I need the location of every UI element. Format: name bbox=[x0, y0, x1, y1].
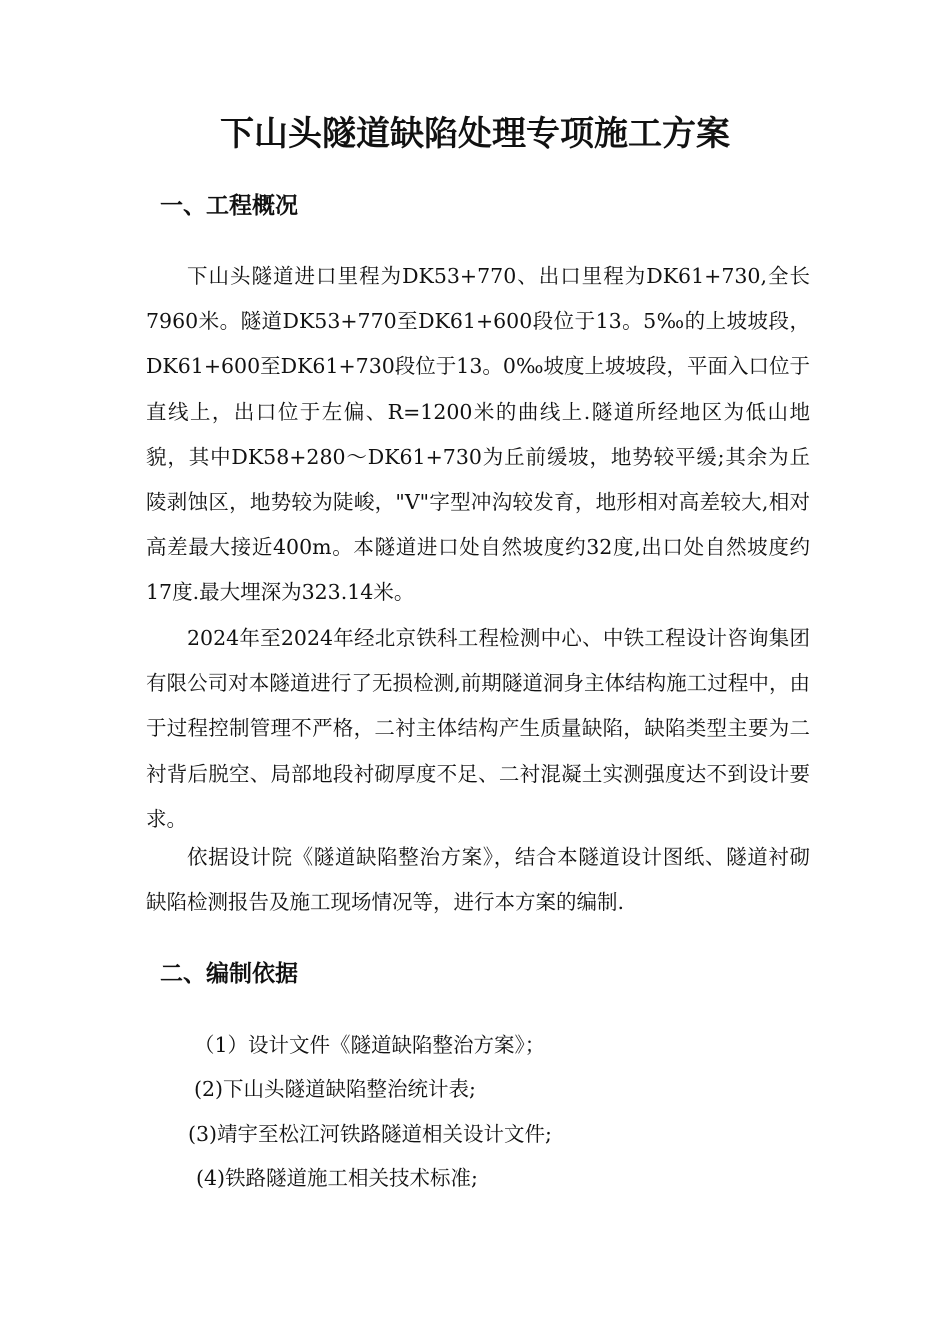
paragraph-overview-2: 2024年至2024年经北京铁科工程检测中心、中铁工程设计咨询集团有限公司对本隧道进行了无损检测,前期隧道洞身主体结构施工过程中，由于过程控制管理不严格，二衬主体结构产生质量缺陷，缺陷类型主要为二衬背后脱空、局部地段衬砌厚度不足、二衬混凝土实测强度达不到设计要求。 bbox=[146, 626, 810, 831]
paragraph-overview-1: 下山头隧道进口里程为DK53+770、出口里程为DK61+730,全长7960米。隧道DK53+770至DK61+600段位于13。5‰的上坡坡段，DK61+600至DK61+730段位于13。0‰坡度上坡坡段，平面入口位于直线上，出口位于左偏、R=1200米的曲线上.隧道所经地区为低山地貌，其中DK58+280～DK61+730为丘前缓坡，地势较平缓;其余为丘陵剥蚀区，地势较为陡峻，"V"字型冲沟较发育，地形相对高差较大,相对高差最大接近400m。本隧道进口处自然坡度约32度,出口处自然坡度约17度.最大埋深为323.14米。 bbox=[146, 264, 810, 605]
section-heading-basis: 二、编制依据 bbox=[160, 961, 298, 987]
section-heading-overview: 一、工程概况 bbox=[160, 193, 298, 219]
basis-list-item: (4)铁路隧道施工相关技术标准; bbox=[196, 1166, 478, 1190]
basis-list-item: (3)靖宇至松江河铁路隧道相关设计文件; bbox=[188, 1122, 552, 1146]
paragraph-overview-3: 依据设计院《隧道缺陷整治方案》，结合本隧道设计图纸、隧道衬砌缺陷检测报告及施工现场情况等，进行本方案的编制. bbox=[146, 845, 810, 915]
basis-list-item: (2)下山头隧道缺陷整治统计表; bbox=[194, 1077, 476, 1101]
document-title: 下山头隧道缺陷处理专项施工方案 bbox=[220, 114, 730, 154]
basis-list-item: （1）设计文件《隧道缺陷整治方案》； bbox=[194, 1033, 546, 1057]
